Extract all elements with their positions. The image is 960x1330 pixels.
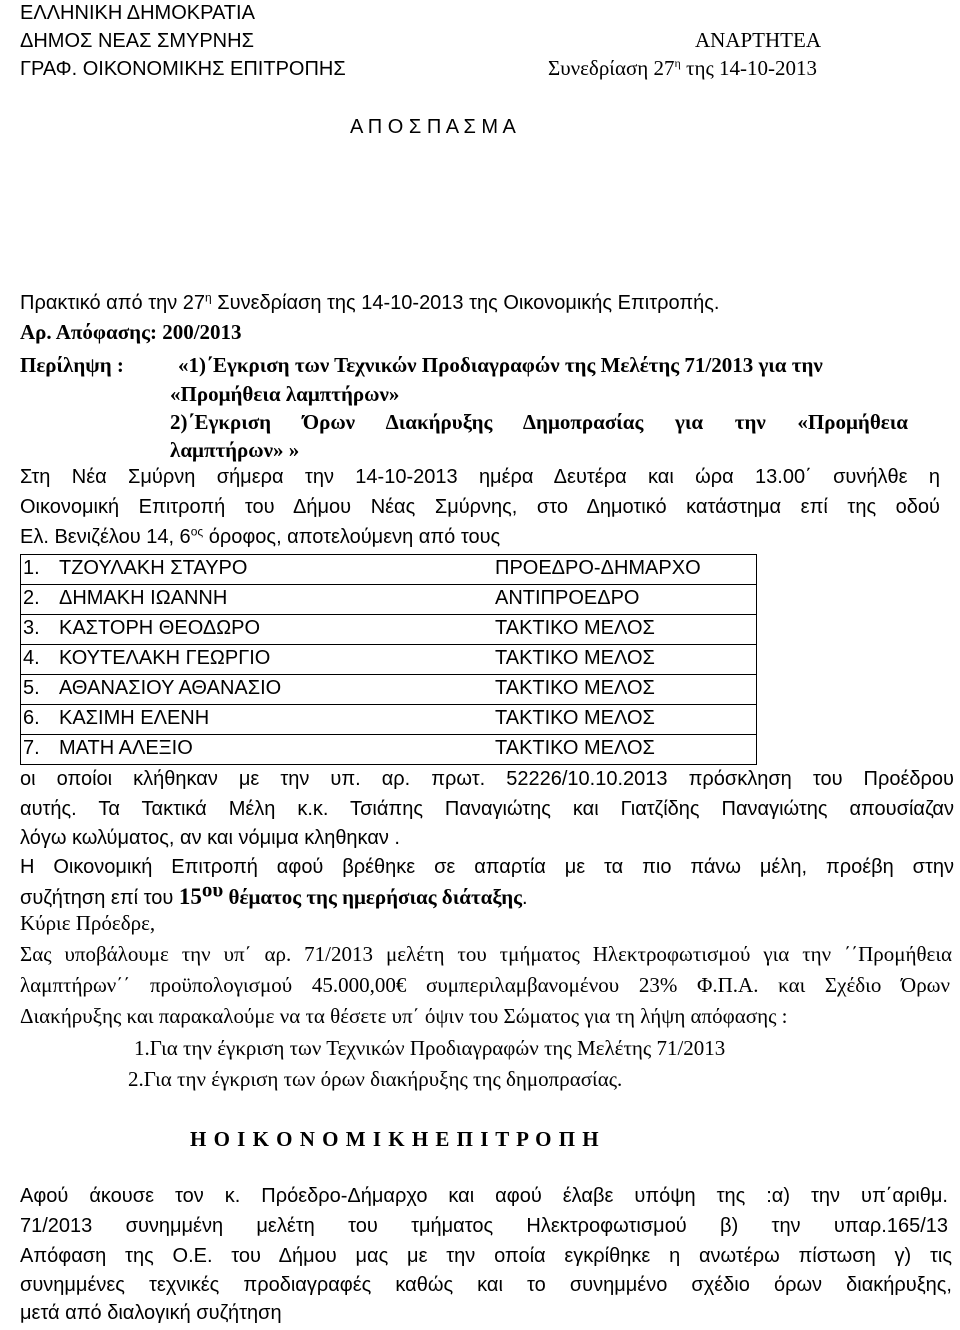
member-role: ΤΑΚΤΙΚΟ ΜΕΛΟΣ: [495, 647, 655, 669]
quorum-item-number: 15: [178, 884, 202, 909]
table-row: [20, 644, 757, 674]
invitation-line-1: οι οποίοι κλήθηκαν με την υπ. αρ. πρωτ. 52226/10.10.2013 πρόσκληση του Προέδρου: [20, 768, 954, 790]
member-number: 3.: [23, 617, 40, 639]
table-row: [20, 704, 757, 734]
quorum-pre: συζήτηση επί του: [20, 887, 179, 909]
intro-line-3-post: όροφος, αποτελούμενη από τους: [203, 526, 501, 548]
member-name: ΚΑΣΙΜΗ ΕΛΕΝΗ: [59, 707, 210, 729]
intro-line-3-sup: ος: [190, 524, 204, 539]
closing-line-2: 71/2013 συνημμένη μελέτη του τμήματος Ηλεκτροφωτισμού β) την υπαρ.165/13: [20, 1215, 948, 1237]
member-name: ΚΑΣΤΟΡΗ ΘΕΟΔΩΡΟ: [59, 617, 261, 639]
minutes-post: Συνεδρίαση της 14-10-2013 της Οικονομικής Επιτροπής.: [211, 292, 720, 314]
minutes-sup: η: [205, 290, 212, 305]
member-name: ΑΘΑΝΑΣΙΟΥ ΑΘΑΝΑΣΙΟ: [59, 677, 282, 699]
member-number: 1.: [23, 557, 40, 579]
office-label: ΓΡΑΦ. ΟΙΚΟΝΟΜΙΚΗΣ ΕΠΙΤΡΟΠΗΣ: [20, 58, 346, 80]
member-name: ΜΑΤΗ ΑΛΕΞΙΟ: [59, 737, 193, 759]
session-sup: η: [674, 56, 681, 70]
member-role: ΤΑΚΤΙΚΟ ΜΕΛΟΣ: [495, 707, 655, 729]
quorum-line-1: Η Οικονομική Επιτροπή αφού βρέθηκε σε απαρτία με τα πιο πάνω μέλη, προέβη στην: [20, 856, 954, 878]
closing-line-1: Αφού άκουσε τον κ. Πρόεδρο-Δήμαρχο και αφού έλαβε υπόψη της :α) την υπ΄αριθμ.: [20, 1185, 948, 1207]
summary-line-1: «1)΄Εγκριση των Τεχνικών Προδιαγραφών της Μελέτης 71/2013 για την: [178, 353, 823, 377]
proposal-item-1: 1.Για την έγκριση των Τεχνικών Προδιαγραφών της Μελέτης 71/2013: [134, 1036, 726, 1060]
member-number: 7.: [23, 737, 40, 759]
minutes-pre: Πρακτικό από την 27: [20, 292, 206, 314]
quorum-item-sup: ου: [201, 877, 224, 902]
municipality-label: ΔΗΜΟΣ ΝΕΑΣ ΣΜΥΡΝΗΣ: [20, 30, 254, 52]
member-name: ΤΖΟΥΛΑΚΗ ΣΤΑΥΡΟ: [59, 557, 248, 579]
member-role: ΤΑΚΤΙΚΟ ΜΕΛΟΣ: [495, 677, 655, 699]
session-info: [548, 56, 817, 81]
member-name: ΔΗΜΑΚΗ ΙΩΑΝΝΗ: [59, 587, 228, 609]
member-number: 2.: [23, 587, 40, 609]
summary-label: Περίληψη :: [20, 353, 124, 377]
member-role: ΑΝΤΙΠΡΟΕΔΡΟ: [495, 587, 640, 609]
summary-line-2: «Προμήθεια λαμπτήρων»: [170, 382, 400, 406]
member-role: ΤΑΚΤΙΚΟ ΜΕΛΟΣ: [495, 617, 655, 639]
quorum-item-text: θέματος της ημερήσιας διάταξης: [223, 885, 523, 909]
member-number: 6.: [23, 707, 40, 729]
proposal-line-2: λαμπτήρων΄΄ προϋπολογισμού 45.000,00€ συμπεριλαμβανομένου 23% Φ.Π.Α. και Σχέδιο Όρων: [20, 973, 950, 997]
session-post: της 14-10-2013: [680, 56, 818, 80]
session-pre: Συνεδρίαση 27: [548, 56, 675, 80]
table-row: [20, 554, 757, 584]
member-number: 4.: [23, 647, 40, 669]
table-row: [20, 614, 757, 644]
minutes-line: [20, 292, 719, 315]
member-role: ΤΑΚΤΙΚΟ ΜΕΛΟΣ: [495, 737, 655, 759]
salutation: Κύριε Πρόεδρε,: [20, 911, 156, 935]
closing-line-3: Απόφαση της Ο.Ε. του Δήμου μας με την οποία εγκρίθηκε η ανωτέρω πίστωση γ) τις: [20, 1245, 952, 1267]
quorum-line-2: [20, 877, 528, 910]
proposal-item-2: 2.Για την έγκριση των όρων διακήρυξης της δημοπρασίας.: [128, 1067, 623, 1091]
decision-number: Αρ. Απόφασης: 200/2013: [20, 320, 242, 344]
member-number: 5.: [23, 677, 40, 699]
intro-line-1: Στη Νέα Σμύρνη σήμερα την 14-10-2013 ημέρα Δευτέρα και ώρα 13.00΄ συνήλθε η: [20, 466, 940, 488]
quorum-post: .: [522, 887, 528, 909]
table-row: [20, 584, 757, 614]
intro-line-3-pre: Ελ. Βενιζέλου 14, 6: [20, 526, 191, 548]
intro-line-3: [20, 526, 500, 549]
publish-label: ΑΝΑΡΤΗΤΕΑ: [695, 28, 821, 52]
invitation-line-3: λόγω κωλύματος, αν και νόμιμα κληθηκαν .: [20, 827, 400, 849]
intro-line-2: Οικονομική Επιτροπή του Δήμου Νέας Σμύρνης, στο Δημοτικό κατάστημα επί της οδού: [20, 496, 940, 518]
table-row: [20, 674, 757, 704]
closing-line-5: μετά από διαλογική συζήτηση: [20, 1302, 282, 1324]
closing-line-4: συνημμένες τεχνικές προδιαγραφές καθώς και το συνημμένο σχέδιο όρων διακήρυξης,: [20, 1274, 952, 1296]
member-name: ΚΟΥΤΕΛΑΚΗ ΓΕΩΡΓΙΟ: [59, 647, 271, 669]
invitation-line-2: αυτής. Τα Τακτικά Μέλη κ.κ. Τσιάπης Παναγιώτης και Γιατζίδης Παναγιώτης απουσίαζαν: [20, 798, 954, 820]
country-label: ΕΛΛΗΝΙΚΗ ΔΗΜΟΚΡΑΤΙΑ: [20, 2, 255, 24]
document-title: Α Π Ο Σ Π Α Σ Μ Α: [350, 116, 516, 138]
table-row: [20, 734, 757, 765]
summary-line-4: λαμπτήρων» »: [170, 438, 300, 462]
proposal-line-1: Σας υποβάλουμε την υπ΄ αρ. 71/2013 μελέτη του τμήματος Ηλεκτροφωτισμού για την ΄΄Προμήθεια: [20, 942, 952, 966]
summary-line-3: 2)΄Εγκριση Όρων Διακήρυξης Δημοπρασίας για την «Προμήθεια: [170, 410, 908, 434]
committee-heading: Η Ο Ι Κ Ο Ν Ο Μ Ι Κ Η Ε Π Ι Τ Ρ Ο Π Η: [190, 1127, 599, 1151]
proposal-line-3: Διακήρυξης και παρακαλούμε να τα θέσετε υπ΄ όψιν του Σώματος για τη λήψη απόφασης :: [20, 1004, 788, 1028]
member-role: ΠΡΟΕΔΡΟ-ΔΗΜΑΡΧΟ: [495, 557, 701, 579]
